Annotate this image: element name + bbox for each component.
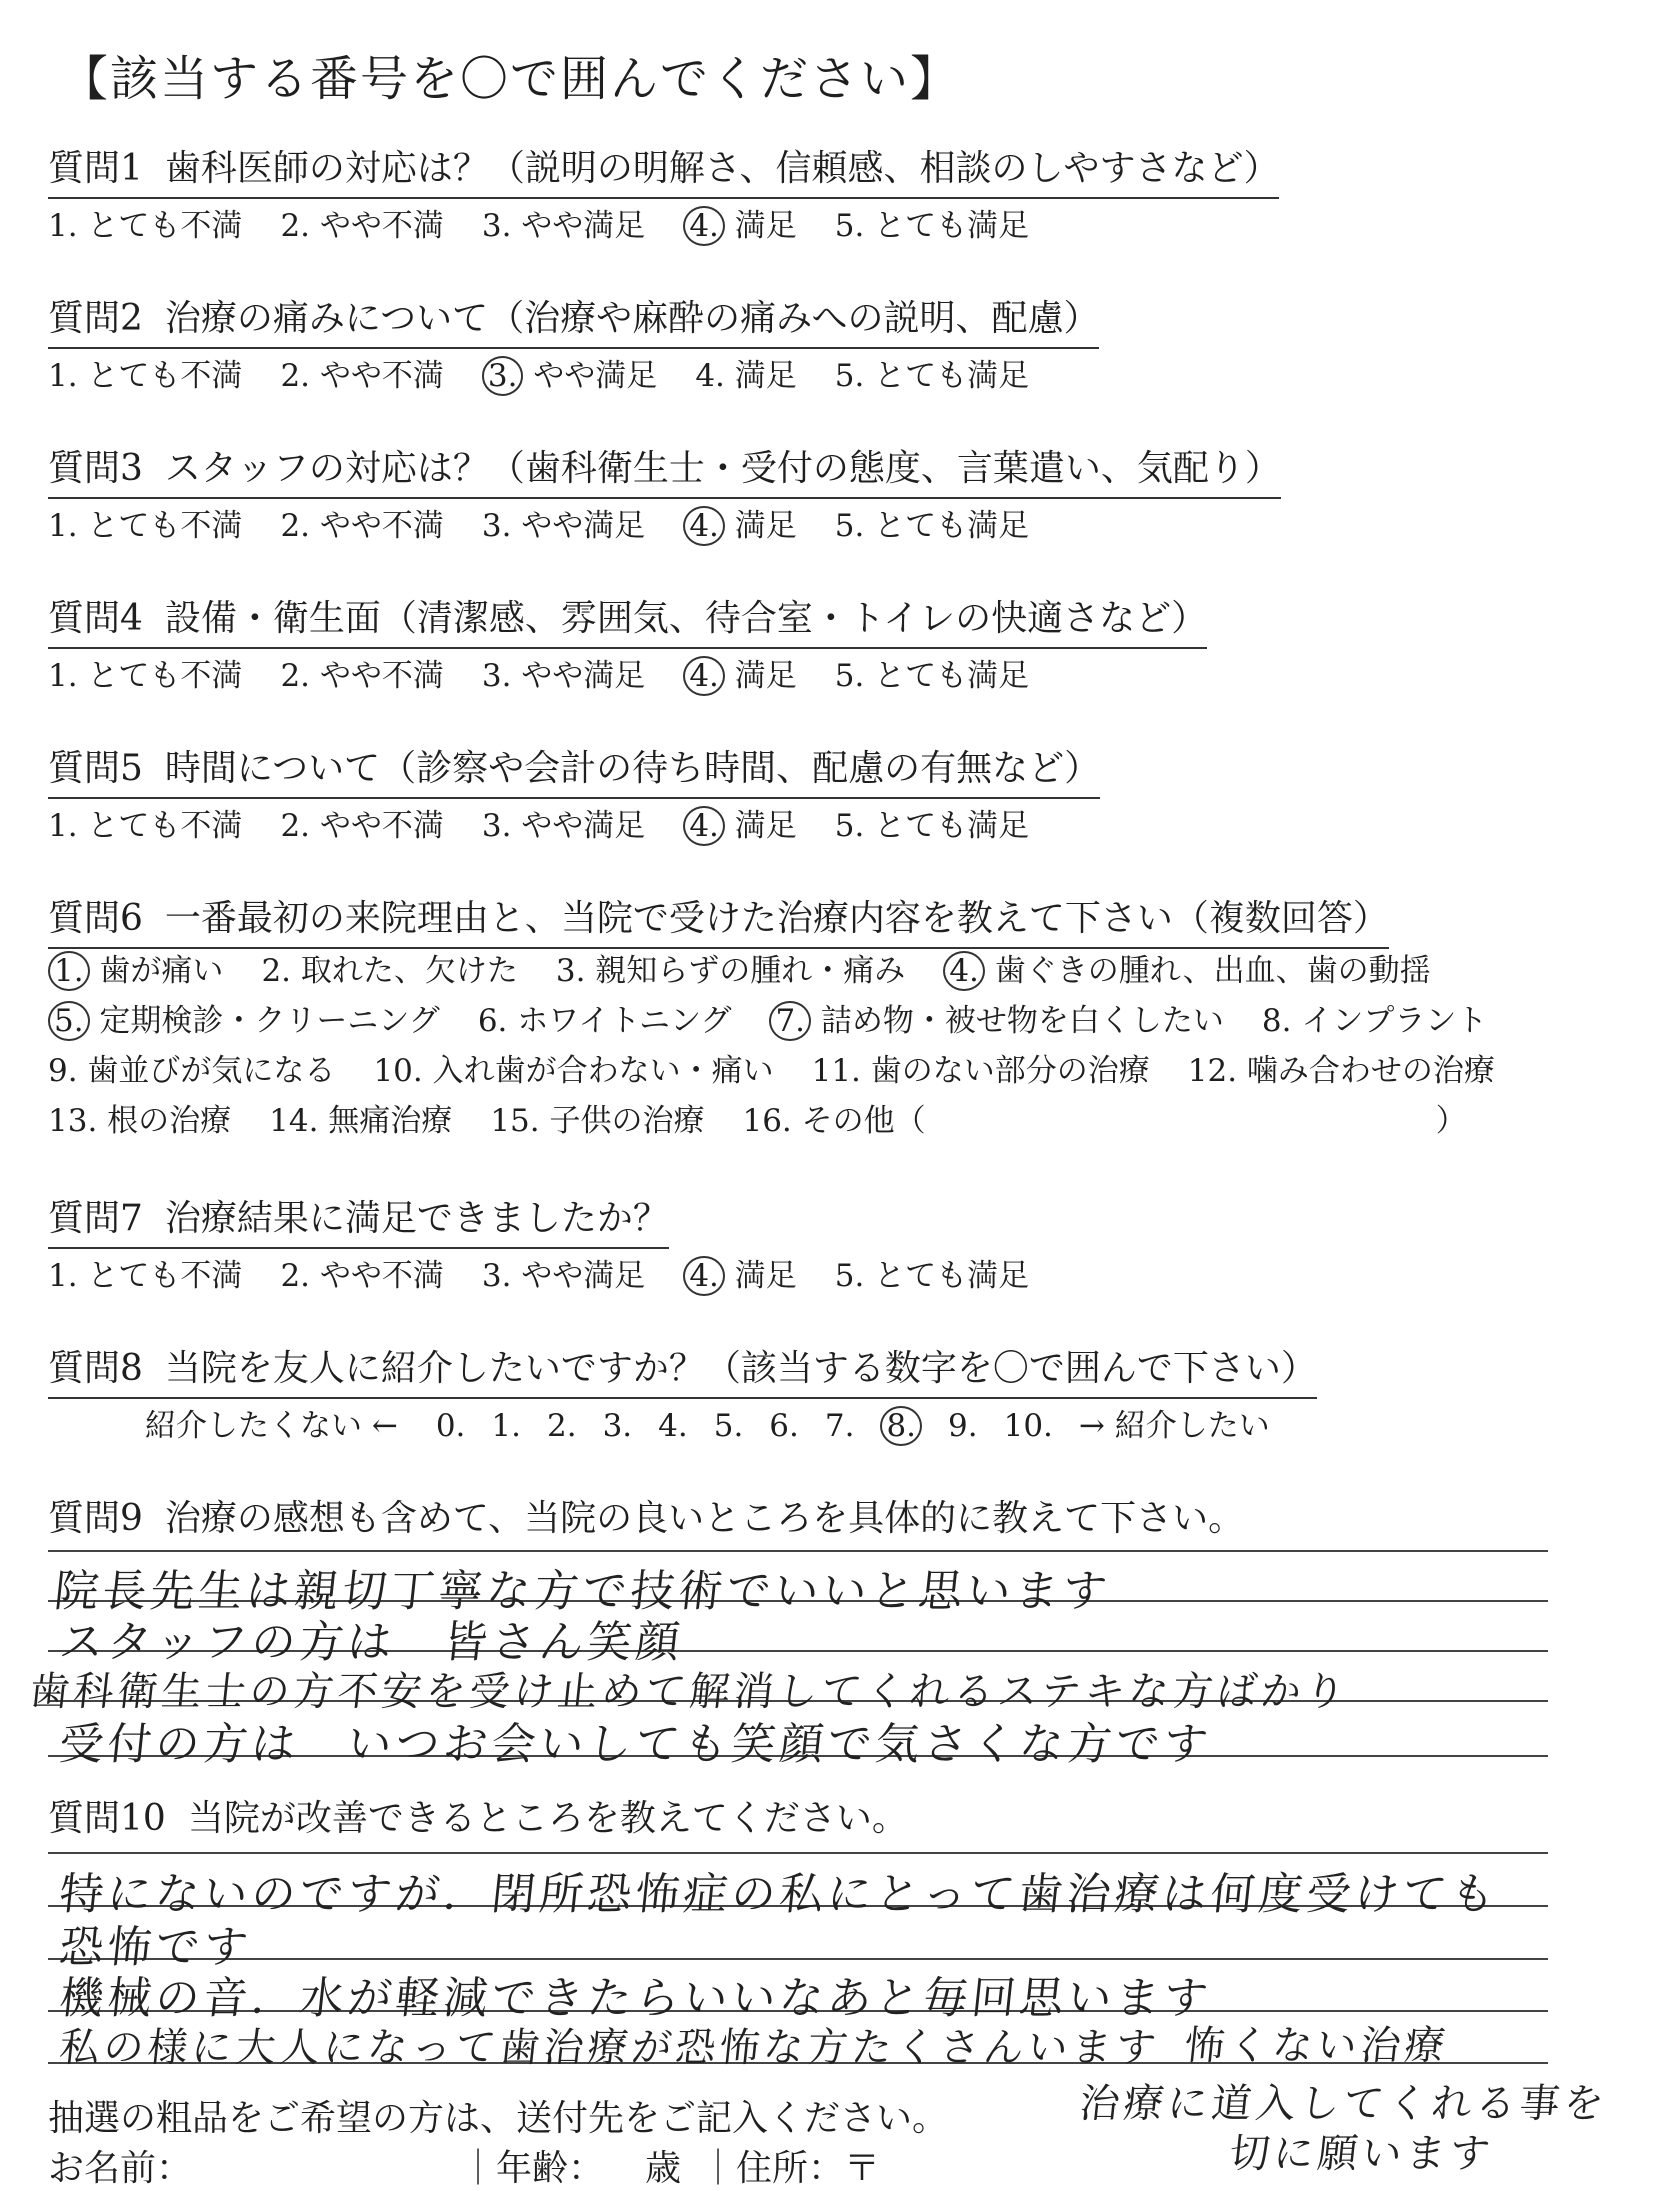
treatment-option: 7. 詰め物・被せ物を白くしたい <box>769 995 1223 1040</box>
question-9-text: 治療の感想も含めて、当院の良いところを具体的に教えて下さい。 <box>164 1498 1245 1539</box>
recommend-score-option: 4. <box>658 1408 688 1444</box>
question-1 <box>48 140 1279 199</box>
treatment-option: 2. 取れた、欠けた <box>261 953 518 989</box>
scale-option: 1. とても不満 <box>48 508 243 544</box>
scale-option: 5. とても満足 <box>834 808 1030 844</box>
selection-circle: 3. <box>482 356 524 396</box>
question-5 <box>48 740 1100 799</box>
page-title: 【該当する番号を〇で囲んでください】 <box>60 51 961 107</box>
treatment-option: 14. 無痛治療 <box>269 1103 453 1139</box>
selection-circle: 7. <box>769 1001 811 1041</box>
question-3 <box>48 440 1281 499</box>
treatment-option: ） <box>1435 1103 1467 1139</box>
treatment-option: 8. インプラント <box>1261 1003 1488 1039</box>
question-3-options <box>48 500 1067 545</box>
selection-circle: 5. <box>48 1001 90 1041</box>
scale-option: 2. やや不満 <box>280 808 444 844</box>
treatment-option: 15. 子供の治療 <box>490 1103 705 1139</box>
selection-circle: 4. <box>683 1256 725 1296</box>
treatment-option: 9. 歯並びが気になる <box>48 1053 336 1089</box>
scale-option: 4. 満足 <box>683 1250 796 1295</box>
scale-option: 1. とても不満 <box>48 1258 243 1294</box>
treatment-option: 6. ホワイトニング <box>477 1003 732 1039</box>
scale-option: 3. やや満足 <box>481 508 646 544</box>
question-9 <box>48 1490 1244 1541</box>
handwritten-line: 特にないのですが．閉所恐怖症の私にとって歯治療は何度受けても <box>56 1869 1502 1920</box>
scale-option: 3. やや満足 <box>481 808 646 844</box>
handwritten-line: 歯科衛生士の方不安を受け止めて解消してくれるステキな方ばかり <box>27 1669 1352 1715</box>
scale-option: 4. 満足 <box>695 358 797 394</box>
question-7-text: 治療結果に満足できましたか？ <box>164 1198 669 1239</box>
prize-instruction: 抽選の粗品をご希望の方は、送付先をご記入ください。 <box>48 2098 949 2139</box>
recommend-score-option: 3. <box>602 1408 633 1444</box>
treatment-option: 13. 根の治療 <box>48 1103 232 1139</box>
scale-option: 3. やや満足 <box>481 208 646 244</box>
scale-option: 5. とても満足 <box>834 508 1030 544</box>
question-6-row-1 <box>48 945 1469 990</box>
handwritten-line: 院長先生は親切丁寧な方で技術でいいと思います <box>51 1566 1114 1617</box>
scale-option: 2. やや不満 <box>280 1258 444 1294</box>
question-1-text: 歯科医師の対応は？（説明の明解さ、信頼感、相談のしやすさなど） <box>164 148 1280 189</box>
recommend-score-option: 1. <box>491 1408 521 1444</box>
question-2-options <box>48 350 1067 395</box>
name-field-label: お名前： <box>48 2148 193 2189</box>
question-6 <box>48 890 1389 949</box>
scale-low-label: 紹介したくない ← <box>145 1408 398 1444</box>
scale-option: 2. やや不満 <box>280 658 444 694</box>
scale-high-label: → 紹介したい <box>1078 1408 1270 1444</box>
recommend-score-option: 7. <box>824 1408 855 1444</box>
question-2-label: 質問2 <box>48 298 143 339</box>
scale-option: 3. やや満足 <box>481 1258 646 1294</box>
question-1-options <box>48 200 1067 245</box>
selection-circle: 8. <box>880 1406 922 1446</box>
scale-option: 1. とても不満 <box>48 358 243 394</box>
question-6-row-3 <box>48 1045 1533 1090</box>
treatment-option: 12. 噛み合わせの治療 <box>1187 1053 1495 1089</box>
age-field-label: ｜年齢： <box>460 2148 605 2189</box>
question-7-options <box>48 1250 1067 1295</box>
recommend-score-option: 0. <box>435 1408 466 1444</box>
question-4 <box>48 590 1207 649</box>
scale-option: 5. とても満足 <box>834 658 1030 694</box>
scale-option: 2. やや不満 <box>280 208 444 244</box>
handwritten-line: 切に願います <box>1227 2131 1497 2177</box>
handwritten-line: 治療に道入してくれる事を <box>1077 2081 1611 2127</box>
question-9-label: 質問9 <box>48 1498 143 1539</box>
scale-option: 4. 満足 <box>683 200 796 245</box>
question-1-label: 質問1 <box>48 148 143 189</box>
recommend-score-option: 5. <box>713 1408 744 1444</box>
treatment-option: 4. 歯ぐきの腫れ、出血、歯の動揺 <box>943 945 1430 990</box>
scale-option: 2. やや不満 <box>280 358 444 394</box>
treatment-option: 5. 定期検診・クリーニング <box>48 995 440 1040</box>
question-6-label: 質問6 <box>48 898 143 939</box>
question-4-text: 設備・衛生面（清潔感、雰囲気、待合室・トイレの快適さなど） <box>164 598 1208 639</box>
selection-circle: 4. <box>683 656 725 696</box>
answer-line <box>48 1550 1548 1552</box>
handwritten-line: 恐怖です <box>56 1922 255 1973</box>
handwritten-line: 私の様に大人になって歯治療が恐怖な方たくさんいます <box>57 2025 1163 2071</box>
question-10-text: 当院が改善できるところを教えてください。 <box>187 1798 908 1839</box>
scale-option: 4. 満足 <box>683 650 796 695</box>
handwritten-line: 受付の方は いつお会いしても笑顔で気さくな方です <box>56 1719 1215 1770</box>
question-4-options <box>48 650 1067 695</box>
question-3-label: 質問3 <box>48 448 143 489</box>
question-8 <box>48 1340 1317 1399</box>
question-2 <box>48 290 1099 349</box>
scale-option: 1. とても不満 <box>48 658 243 694</box>
treatment-option: 10. 入れ歯が合わない・痛い <box>373 1053 774 1089</box>
scale-option: 1. とても不満 <box>48 208 243 244</box>
selection-circle: 4. <box>943 951 985 991</box>
handwritten-line: 機械の音．水が軽減できたらいいなあと毎回思います <box>56 1973 1215 2024</box>
question-7 <box>48 1190 669 1249</box>
question-6-row-4 <box>48 1095 1505 1140</box>
recommend-score-option: 2. <box>546 1408 577 1444</box>
scale-option: 2. やや不満 <box>280 508 444 544</box>
scale-option: 4. 満足 <box>683 500 796 545</box>
recommend-score-option <box>880 1408 922 1444</box>
question-8-text: 当院を友人に紹介したいですか？（該当する数字を〇で囲んで下さい） <box>164 1348 1317 1389</box>
selection-circle: 4. <box>683 506 725 546</box>
treatment-option: 16. その他（ <box>742 1103 926 1139</box>
handwritten-line: 怖くない治療 <box>1182 2023 1452 2069</box>
question-5-label: 質問5 <box>48 748 143 789</box>
answer-line <box>48 1958 1548 1960</box>
scale-option: 5. とても満足 <box>834 358 1030 394</box>
recommend-score-option: 10. <box>1003 1408 1053 1444</box>
age-unit: 歳 <box>645 2148 682 2189</box>
address-field-label: ｜住所：〒 <box>700 2148 881 2189</box>
recommend-score-option: 9. <box>948 1408 978 1444</box>
treatment-option: 1. 歯が痛い <box>48 945 223 990</box>
selection-circle: 4. <box>683 206 725 246</box>
scale-option: 5. とても満足 <box>834 1258 1030 1294</box>
treatment-option: 3. 親知らずの腫れ・痛み <box>555 953 906 989</box>
question-5-text: 時間について（診察や会計の待ち時間、配慮の有無など） <box>164 748 1101 789</box>
question-4-label: 質問4 <box>48 598 143 639</box>
scale-option: 4. 満足 <box>683 800 796 845</box>
question-6-row-2 <box>48 995 1525 1040</box>
scale-option: 1. とても不満 <box>48 808 243 844</box>
selection-circle: 4. <box>683 806 725 846</box>
recommend-score-option: 6. <box>769 1408 799 1444</box>
question-6-text: 一番最初の来院理由と、当院で受けた治療内容を教えて下さい（複数回答） <box>164 898 1389 939</box>
question-7-label: 質問7 <box>48 1198 143 1239</box>
question-2-text: 治療の痛みについて（治療や麻酔の痛みへの説明、配慮） <box>164 298 1100 339</box>
question-8-scale <box>145 1400 1308 1445</box>
treatment-option: 11. 歯のない部分の治療 <box>811 1053 1150 1089</box>
scale-option: 3. やや満足 <box>481 658 646 694</box>
scale-option: 3. やや満足 <box>482 350 657 395</box>
question-8-label: 質問8 <box>48 1348 143 1389</box>
scale-option: 5. とても満足 <box>834 208 1030 244</box>
selection-circle: 1. <box>48 951 90 991</box>
question-5-options <box>48 800 1067 845</box>
handwritten-line: スタッフの方は 皆さん笑顔 <box>56 1617 687 1668</box>
question-10 <box>48 1790 908 1841</box>
question-3-text: スタッフの対応は？（歯科衛生士・受付の態度、言葉遣い、気配り） <box>164 448 1281 489</box>
answer-line <box>48 1852 1548 1854</box>
question-10-label: 質問10 <box>48 1798 166 1839</box>
